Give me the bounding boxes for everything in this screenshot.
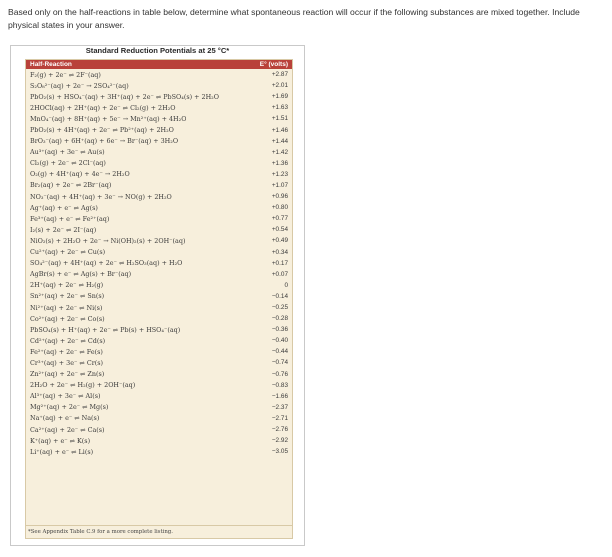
half-reaction-cell: 2H⁺(aq) + 2e⁻ ⇌ H₂(g) <box>30 281 104 290</box>
potential-cell: +1.46 <box>271 126 288 134</box>
potential-cell: +0.77 <box>271 215 288 223</box>
table-row <box>26 191 292 202</box>
table-divider <box>26 525 292 526</box>
table-footnote: *See Appendix Table C.9 for a more complete listing. <box>28 529 173 535</box>
potential-cell: +1.44 <box>271 137 288 145</box>
table-row <box>26 402 292 413</box>
table-row <box>26 346 292 357</box>
potential-cell: −2.71 <box>271 414 288 422</box>
table-row <box>26 335 292 346</box>
potential-cell: −0.74 <box>271 359 288 367</box>
half-reaction-cell: Cd²⁺(aq) + 2e⁻ ⇌ Cd(s) <box>30 336 106 345</box>
half-reaction-cell: S₂O₈²⁻(aq) + 2e⁻ → 2SO₄²⁻(aq) <box>30 81 129 90</box>
potential-cell: −0.25 <box>271 304 288 312</box>
table-row <box>26 369 292 380</box>
table-row <box>26 202 292 213</box>
half-reaction-cell: Ag⁺(aq) + e⁻ ⇌ Ag(s) <box>30 203 98 212</box>
table-row <box>26 124 292 135</box>
table-row <box>26 224 292 235</box>
potential-cell: +1.51 <box>271 115 288 123</box>
half-reaction-cell: Co²⁺(aq) + 2e⁻ ⇌ Co(s) <box>30 314 105 323</box>
table-header <box>26 60 292 69</box>
table-row <box>26 136 292 147</box>
half-reaction-cell: Li⁺(aq) + e⁻ ⇌ Li(s) <box>30 447 94 456</box>
table-row <box>26 247 292 258</box>
half-reaction-cell: Sn²⁺(aq) + 2e⁻ ⇌ Sn(s) <box>30 292 105 301</box>
half-reaction-cell: F₂(g) + 2e⁻ ⇌ 2F⁻(aq) <box>30 70 101 79</box>
table-row <box>26 213 292 224</box>
half-reaction-cell: SO₄²⁻(aq) + 4H⁺(aq) + 2e⁻ ⇌ H₂SO₃(aq) + H₂O <box>30 259 183 268</box>
half-reaction-cell: Al³⁺(aq) + 3e⁻ ⇌ Al(s) <box>30 392 101 401</box>
potential-cell: −0.14 <box>271 292 288 300</box>
half-reaction-cell: Zn²⁺(aq) + 2e⁻ ⇌ Zn(s) <box>30 370 105 379</box>
half-reaction-cell: NO₃⁻(aq) + 4H⁺(aq) + 3e⁻ → NO(g) + 2H₂O <box>30 192 172 201</box>
potential-cell: −2.92 <box>271 437 288 445</box>
potential-cell: +2.87 <box>271 71 288 79</box>
half-reaction-cell: Cl₂(g) + 2e⁻ ⇌ 2Cl⁻(aq) <box>30 159 106 168</box>
table-row <box>26 446 292 457</box>
table-title: Standard Reduction Potentials at 25 °C* <box>85 46 230 55</box>
table-row <box>26 235 292 246</box>
table-row <box>26 391 292 402</box>
half-reaction-cell: Na⁺(aq) + e⁻ ⇌ Na(s) <box>30 414 100 423</box>
potential-cell: +2.01 <box>271 82 288 90</box>
table-row <box>26 291 292 302</box>
table-row <box>26 169 292 180</box>
potential-cell: +0.34 <box>271 248 288 256</box>
half-reaction-cell: PbO₂(s) + 4H⁺(aq) + 2e⁻ ⇌ Pb²⁺(aq) + 2H₂O <box>30 126 174 135</box>
half-reaction-cell: Au³⁺(aq) + 3e⁻ ⇌ Au(s) <box>30 148 105 157</box>
table-row <box>26 147 292 158</box>
potential-cell: +0.54 <box>271 226 288 234</box>
table-row <box>26 280 292 291</box>
potential-cell: +0.17 <box>271 259 288 267</box>
potential-cell: −0.83 <box>271 381 288 389</box>
half-reaction-cell: O₂(g) + 4H⁺(aq) + 4e⁻ → 2H₂O <box>30 170 130 179</box>
potential-header: E° (volts) <box>259 61 288 68</box>
table-row <box>26 435 292 446</box>
potential-cell: +0.49 <box>271 237 288 245</box>
half-reaction-cell: I₂(s) + 2e⁻ ⇌ 2I⁻(aq) <box>30 225 97 234</box>
table-row <box>26 69 292 80</box>
potential-cell: 0 <box>284 281 288 289</box>
table-row <box>26 258 292 269</box>
reduction-potentials-figure <box>10 45 305 546</box>
table-row <box>26 313 292 324</box>
half-reaction-cell: Ni²⁺(aq) + 2e⁻ ⇌ Ni(s) <box>30 303 103 312</box>
table-row <box>26 324 292 335</box>
potential-cell: +1.36 <box>271 159 288 167</box>
table-row <box>26 158 292 169</box>
potential-cell: +1.69 <box>271 93 288 101</box>
half-reaction-cell: Br₂(aq) + 2e⁻ ⇌ 2Br⁻(aq) <box>30 181 112 190</box>
potential-cell: +0.80 <box>271 204 288 212</box>
potential-cell: −0.36 <box>271 326 288 334</box>
half-reaction-header: Half-Reaction <box>30 61 72 68</box>
table-body <box>26 69 292 457</box>
table-row <box>26 180 292 191</box>
half-reaction-cell: MnO₄⁻(aq) + 8H⁺(aq) + 5e⁻ → Mn²⁺(aq) + 4H₂O <box>30 114 187 123</box>
potential-cell: −0.76 <box>271 370 288 378</box>
table-row <box>26 380 292 391</box>
half-reaction-cell: K⁺(aq) + e⁻ ⇌ K(s) <box>30 436 91 445</box>
potential-cell: −0.28 <box>271 315 288 323</box>
half-reaction-cell: Fe³⁺(aq) + e⁻ ⇌ Fe²⁺(aq) <box>30 214 110 223</box>
potential-cell: +1.63 <box>271 104 288 112</box>
potential-cell: −3.05 <box>271 448 288 456</box>
question-text: Based only on the half-reactions in table below, determine what spontaneous reaction will occur if the following substances are mixed together. Include physical states in your answer. <box>8 7 580 30</box>
half-reaction-cell: NiO₂(s) + 2H₂O + 2e⁻ → Ni(OH)₂(s) + 2OH⁻(aq) <box>30 236 186 245</box>
potential-cell: −0.44 <box>271 348 288 356</box>
table-row <box>26 302 292 313</box>
half-reaction-cell: AgBr(s) + e⁻ ⇌ Ag(s) + Br⁻(aq) <box>30 270 132 279</box>
table-row <box>26 357 292 368</box>
potential-cell: −1.66 <box>271 392 288 400</box>
potential-cell: −2.37 <box>271 403 288 411</box>
half-reaction-cell: Cu²⁺(aq) + 2e⁻ ⇌ Cu(s) <box>30 248 106 257</box>
half-reaction-cell: Mg²⁺(aq) + 2e⁻ ⇌ Mg(s) <box>30 403 109 412</box>
table-row <box>26 113 292 124</box>
potential-cell: +0.96 <box>271 193 288 201</box>
reduction-potentials-table <box>25 59 293 539</box>
table-row <box>26 413 292 424</box>
potential-cell: +0.07 <box>271 270 288 278</box>
table-row <box>26 269 292 280</box>
half-reaction-cell: PbO₂(s) + HSO₄⁻(aq) + 3H⁺(aq) + 2e⁻ ⇌ PbSO₄(s) + 2H₂O <box>30 92 219 101</box>
potential-cell: +1.07 <box>271 181 288 189</box>
half-reaction-cell: BrO₃⁻(aq) + 6H⁺(aq) + 6e⁻ → Br⁻(aq) + 3H₂O <box>30 137 179 146</box>
half-reaction-cell: 2HOCl(aq) + 2H⁺(aq) + 2e⁻ ⇌ Cl₂(g) + 2H₂O <box>30 103 176 112</box>
table-row <box>26 102 292 113</box>
potential-cell: +1.23 <box>271 170 288 178</box>
half-reaction-cell: PbSO₄(s) + H⁺(aq) + 2e⁻ ⇌ Pb(s) + HSO₄⁻(aq) <box>30 325 181 334</box>
potential-cell: −0.40 <box>271 337 288 345</box>
table-row <box>26 424 292 435</box>
half-reaction-cell: Ca²⁺(aq) + 2e⁻ ⇌ Ca(s) <box>30 425 105 434</box>
half-reaction-cell: Cr³⁺(aq) + 3e⁻ ⇌ Cr(s) <box>30 358 104 367</box>
potential-cell: −2.76 <box>271 426 288 434</box>
potential-cell: +1.42 <box>271 148 288 156</box>
half-reaction-cell: 2H₂O + 2e⁻ ⇌ H₂(g) + 2OH⁻(aq) <box>30 381 136 390</box>
half-reaction-cell: Fe²⁺(aq) + 2e⁻ ⇌ Fe(s) <box>30 347 103 356</box>
table-row <box>26 91 292 102</box>
table-row <box>26 80 292 91</box>
